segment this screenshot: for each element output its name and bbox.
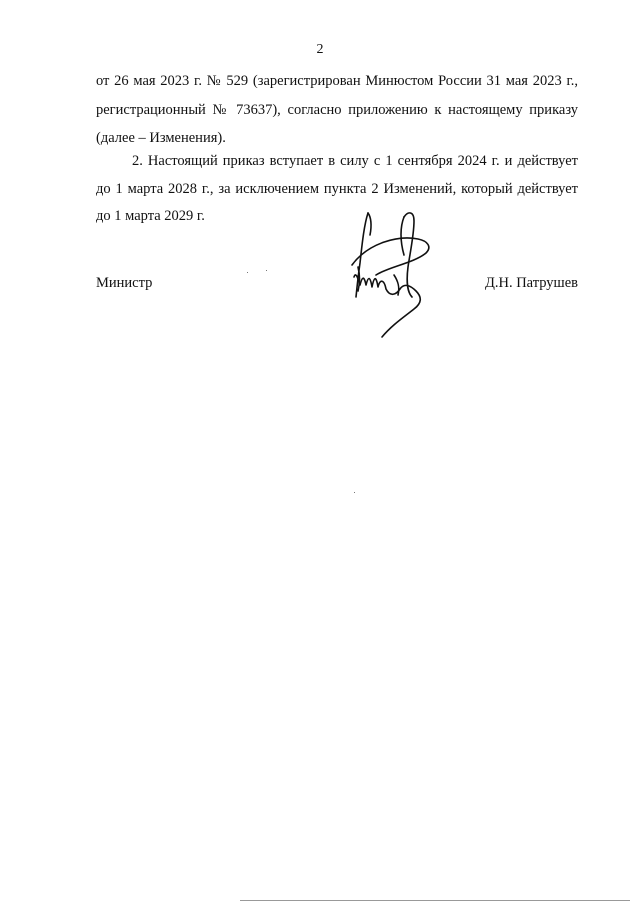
scan-edge-line: [240, 900, 630, 901]
scan-speck: [354, 492, 355, 493]
paragraph-2-line-2: до 1 марта 2028 г., за исключением пункта 2 Изменений, который действует: [96, 181, 578, 197]
handwritten-signature: [338, 205, 448, 345]
paragraph-2-line-1: 2. Настоящий приказ вступает в силу с 1 сентября 2024 г. и действует: [132, 153, 578, 169]
scan-speck: [247, 272, 248, 273]
paragraph-1-line-3: (далее – Изменения).: [96, 130, 226, 146]
paragraph-1-line-2: регистрационный № 73637), согласно приложению к настоящему приказу: [96, 102, 578, 118]
paragraph-2-line-3: до 1 марта 2029 г.: [96, 208, 205, 224]
paragraph-1-line-1: от 26 мая 2023 г. № 529 (зарегистрирован Минюстом России 31 мая 2023 г.,: [96, 73, 578, 89]
page-number: 2: [316, 42, 324, 57]
signatory-role: Министр: [96, 275, 153, 291]
scan-speck: [266, 270, 267, 271]
signatory-name: Д.Н. Патрушев: [484, 275, 578, 291]
